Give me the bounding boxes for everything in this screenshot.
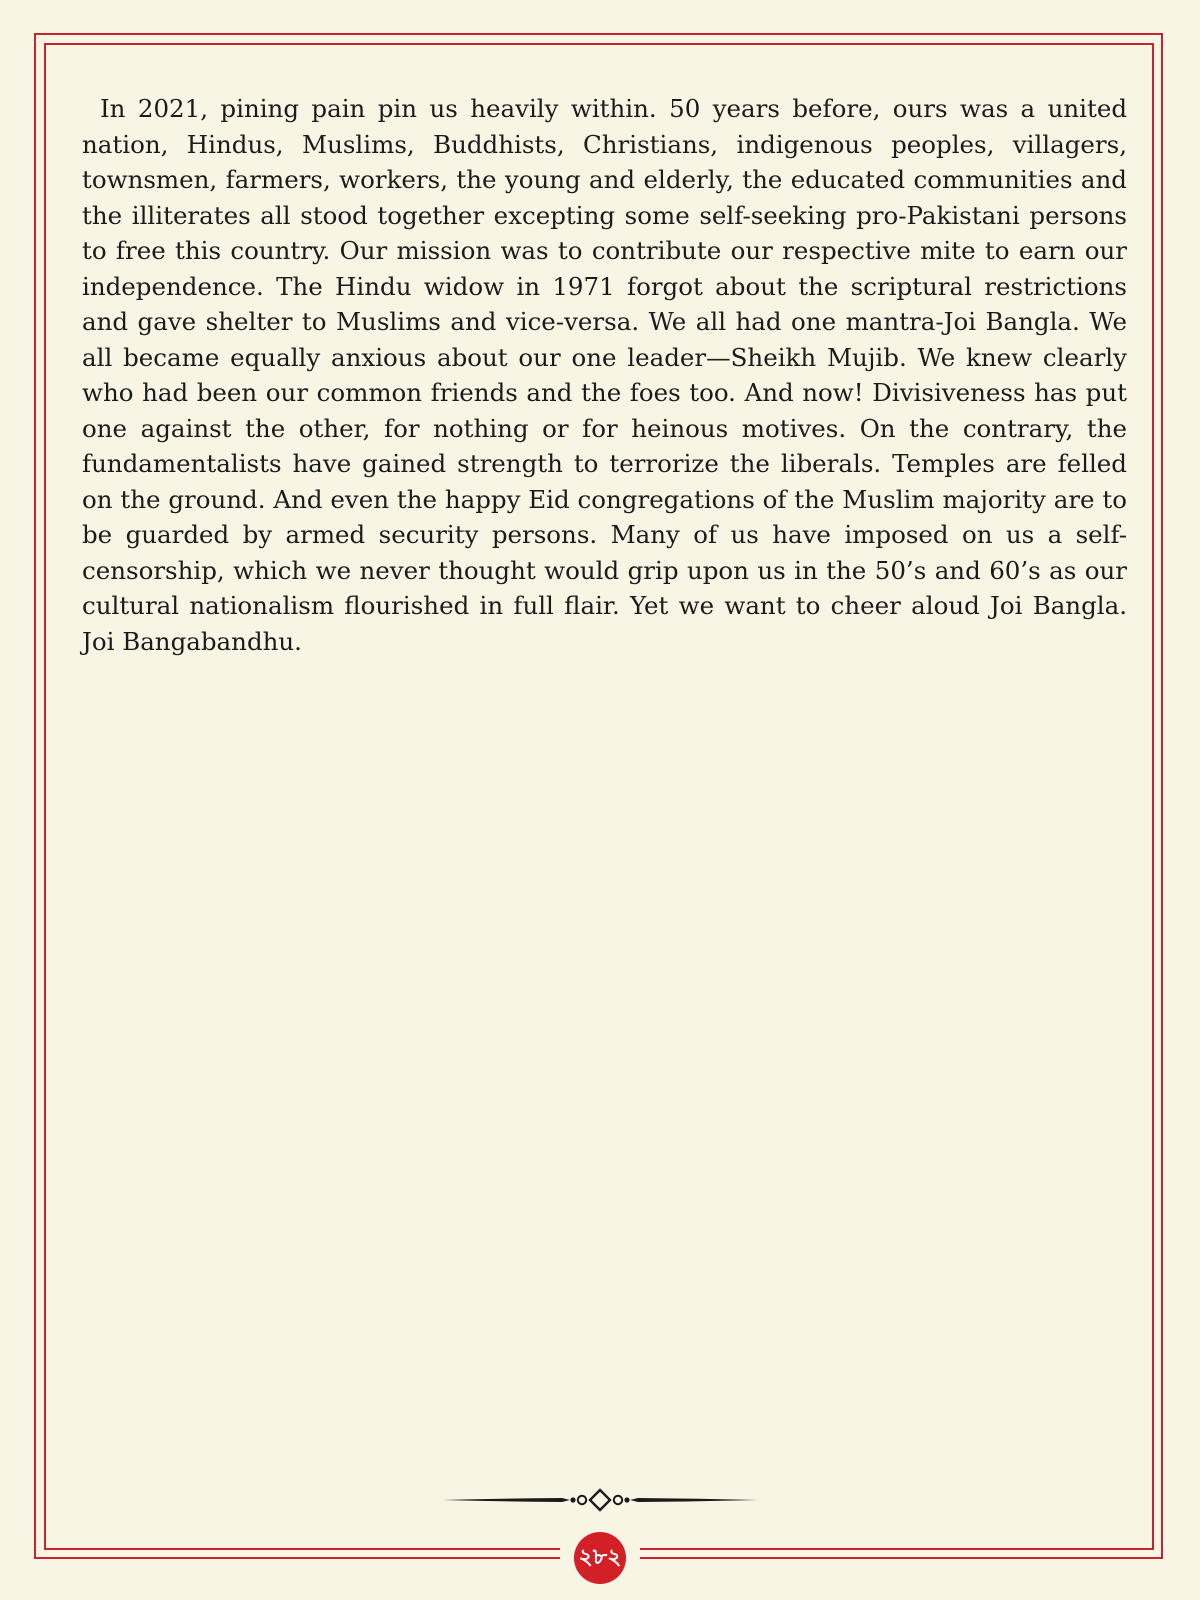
body-paragraph: In 2021, pining pain pin us heavily within. 50 years before, ours was a united nation, Hindus, Muslims, Buddhists, Christians, indigenous peoples, villagers, townsmen, farmers, workers, the young and elderly, the educated communities and the illiterates all stood together excepting some self-seeking pro-Pakistani persons to free this country. Our mission was to contribute our respective mite to earn our independence. The Hindu widow in 1971 forgot about the scriptural restrictions and gave shelter to Muslims and vice-versa. We all had one mantra-Joi Bangla. We all became equally anxious about our one leader—Sheikh Mujib. We knew clearly who had been our common friends and the foes too. And now! Divisiveness has put one against the other, for nothing or for heinous motives. On the contrary, the fundamentalists have gained strength to terrorize the liberals. Temples are felled on the ground. And even the happy Eid congregations of the Muslim majority are to be guarded by armed security persons. Many of us have imposed on us a self-censorship, which we never thought would grip upon us in the 50’s and 60’s as our cultural nationalism flourished in full flair. Yet we want to cheer aloud Joi Bangla. Joi Bangabandhu. bbox=[82, 94, 1127, 656]
flourish-divider-icon bbox=[442, 1488, 758, 1512]
page-number-badge: ২৮২ bbox=[574, 1532, 626, 1584]
